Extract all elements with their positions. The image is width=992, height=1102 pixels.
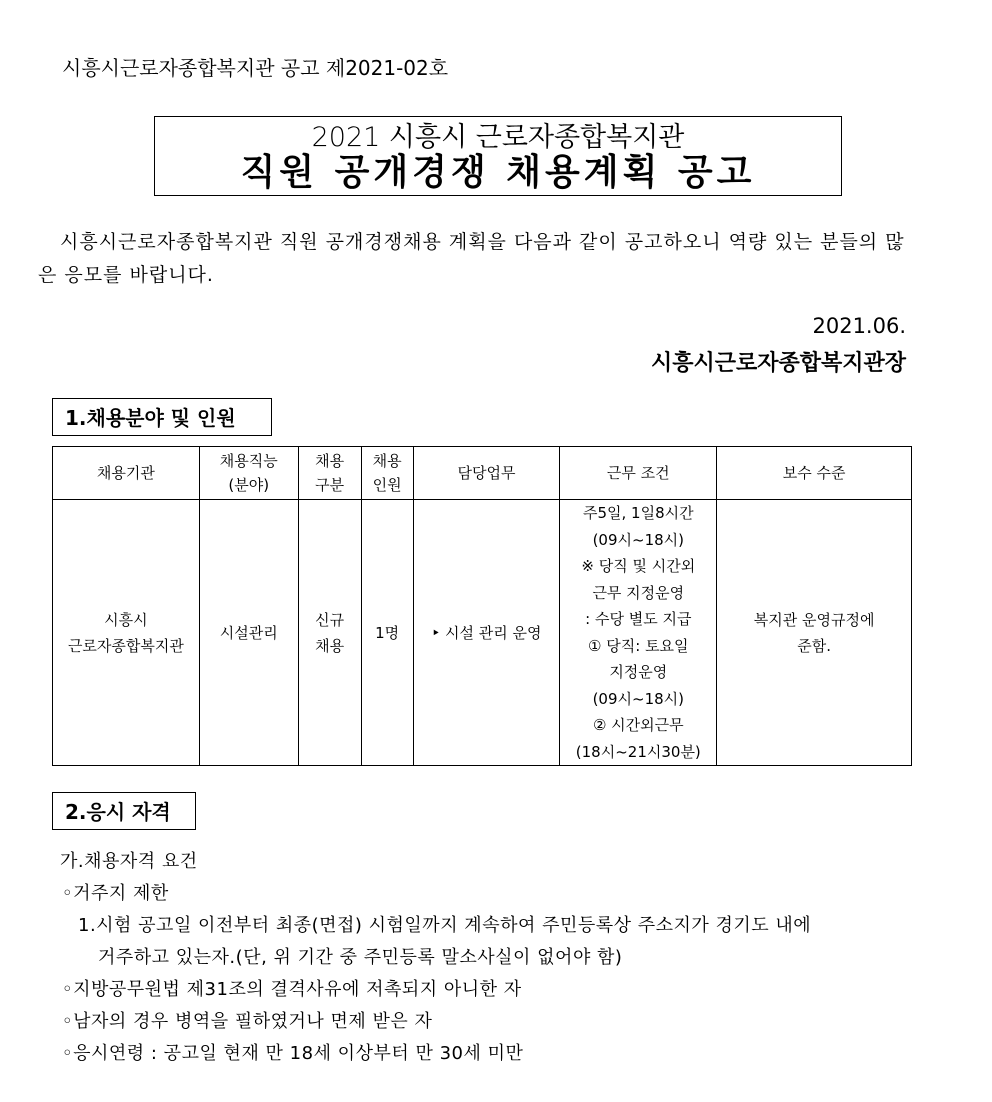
condition-line: ※ 당직 및 시간외	[581, 557, 696, 575]
list-item: 1.시험 공고일 이전부터 최종(면접) 시험일까지 계속하여 주민등록상 주소지가 경기도 내에	[78, 915, 812, 936]
col-header-duty-label: 담당업무	[457, 464, 516, 482]
section-heading-eligibility: 2.응시 자격	[52, 792, 196, 830]
col-header-org	[53, 447, 200, 500]
col-header-duty	[413, 447, 560, 500]
col-header-pay-label: 보수 수준	[782, 464, 846, 482]
cell-type-line1: 신규	[315, 610, 345, 629]
col-header-pay	[717, 447, 912, 500]
condition-line: (09시~18시)	[592, 530, 685, 549]
section-heading-recruitment: 1.채용분야 및 인원	[52, 398, 272, 436]
recruitment-table	[52, 446, 912, 766]
list-item: 거주하고 있는자.(단, 위 기간 중 주민등록 말소사실이 없어야 함)	[98, 947, 623, 968]
table-header-row	[53, 447, 912, 500]
condition-line: 근무 지정운영	[592, 583, 685, 602]
cell-org-line1: 시흥시	[104, 610, 148, 629]
cell-count: 1명	[361, 500, 413, 766]
list-item: ◦지방공무원법 제31조의 결격사유에 저촉되지 아니한 자	[62, 979, 522, 1000]
col-header-count-line2: 인원	[372, 476, 402, 494]
col-header-conditions-label: 근무 조건	[606, 464, 670, 482]
condition-line: ② 시간외근무	[592, 716, 684, 734]
col-header-type	[298, 447, 361, 500]
issuer-name: 시흥시근로자종합복지관장	[650, 351, 906, 376]
col-header-position-line2: (분야)	[228, 476, 270, 494]
cell-pay-line1: 복지관 운영규정에	[753, 610, 875, 629]
cell-position: 시설관리	[199, 500, 298, 766]
condition-line: 주5일, 1일8시간	[582, 504, 694, 522]
cell-type-line2: 채용	[315, 636, 345, 655]
cell-pay-line2: 준함.	[797, 636, 831, 655]
intro-paragraph: 시흥시근로자종합복지관 직원 공개경쟁채용 계획을 다음과 같이 공고하오니 역량 있는 분들의 많은 응모를 바랍니다.	[38, 231, 905, 286]
eligibility-list	[60, 846, 811, 1070]
condition-line: : 수당 별도 지급	[585, 610, 692, 628]
col-header-count	[361, 447, 413, 500]
condition-line: ① 당직: 토요일	[588, 636, 689, 655]
cell-org-line2: 근로자종합복지관	[67, 636, 184, 655]
col-header-position-line1: 채용직능	[219, 452, 278, 470]
notice-number: 시흥시근로자종합복지관 공고 제2021-02호	[62, 56, 449, 80]
notice-date: 2021.06.	[812, 314, 906, 338]
cell-type	[298, 500, 361, 766]
cell-pay	[717, 500, 912, 766]
eligibility-subheading: 가.채용자격 요건	[60, 851, 198, 872]
col-header-type-line1: 채용	[315, 452, 345, 470]
col-header-conditions	[560, 447, 717, 500]
col-header-position	[199, 447, 298, 500]
table-row	[53, 500, 912, 766]
title-box	[154, 116, 842, 196]
cell-conditions	[560, 500, 717, 766]
cell-duty: ‣ 시설 관리 운영	[413, 500, 560, 766]
list-item: ◦응시연령 : 공고일 현재 만 18세 이상부터 만 30세 미만	[62, 1043, 524, 1064]
col-header-type-line2: 구분	[315, 476, 345, 494]
col-header-org-label: 채용기관	[96, 464, 155, 482]
page-title: 직원 공개경쟁 채용계획 공고	[240, 152, 756, 193]
list-item: ◦남자의 경우 병역을 필하였거나 면제 받은 자	[62, 1011, 433, 1032]
condition-line: 지정운영	[609, 663, 668, 681]
list-item: ◦거주지 제한	[62, 883, 169, 904]
col-header-count-line1: 채용	[372, 452, 402, 470]
condition-line: (09시~18시)	[592, 689, 685, 708]
title-subtitle: 2021 시흥시 근로자종합복지관	[311, 122, 685, 153]
condition-line: (18시~21시30분)	[575, 742, 701, 761]
cell-org	[53, 500, 200, 766]
